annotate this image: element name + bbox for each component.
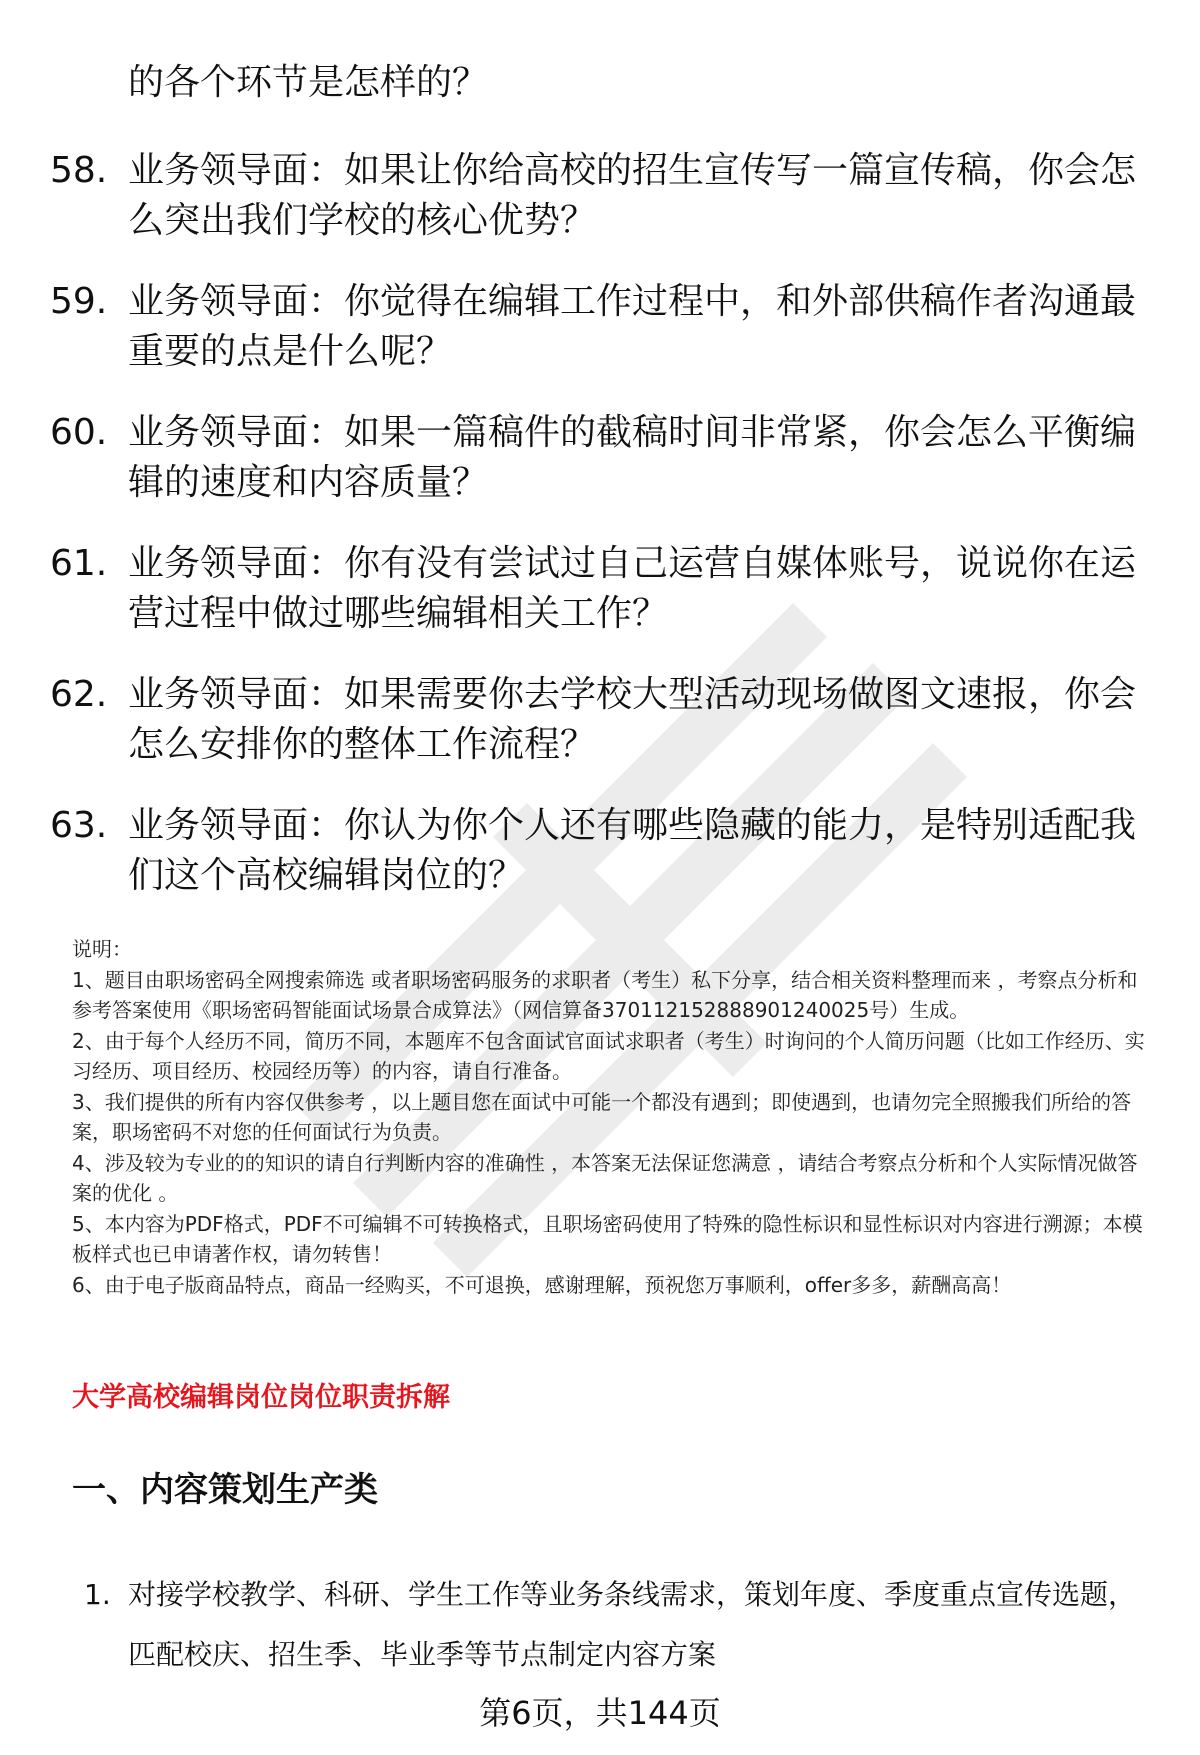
note-item: 4、涉及较为专业的的知识的请自行判断内容的准确性 ，本答案无法保证您满意 ，请结合考察点分析和个人实际情况做答案的优化 。: [72, 1150, 1138, 1205]
note-item: 5、本内容为PDF格式，PDF不可编辑不可转换格式，且职场密码使用了特殊的隐性标识和显性标识对内容进行溯源；本模板样式也已申请著作权，请勿转售！: [72, 1211, 1143, 1266]
page-footer: 第6页，共144页: [479, 1694, 721, 1732]
section-heading: 一、内容策划生产类: [72, 1470, 378, 1510]
note-item: 2、由于每个人经历不同，简历不同，本题库不包含面试官面试求职者（考生）时询问的个人简历问题（比如工作经历、实习经历、项目经历、校园经历等）的内容，请自行准备。: [72, 1028, 1145, 1083]
duty-number: 1.: [84, 1578, 111, 1611]
notes-block: [72, 934, 1152, 1300]
question-text: 业务领导面：如果让你给高校的招生宣传写一篇宣传稿，你会怎么突出我们学校的核心优势？: [128, 150, 1137, 241]
question-list: [50, 146, 1150, 932]
question-item: [50, 801, 1150, 901]
question-item: [50, 539, 1150, 639]
duty-text: 对接学校教学、科研、学生工作等业务条线需求，策划年度、季度重点宣传选题，匹配校庆、招生季、毕业季等节点制定内容方案: [128, 1578, 1137, 1671]
question-text: 业务领导面：你觉得在编辑工作过程中，和外部供稿作者沟通最重要的点是什么呢？: [128, 281, 1137, 372]
duties-title: 大学高校编辑岗位岗位职责拆解: [72, 1382, 450, 1413]
question-item: [50, 408, 1150, 508]
question-item: [50, 277, 1150, 377]
question-item: [50, 670, 1150, 770]
duty-item: [84, 1565, 1154, 1685]
question-number: 59.: [50, 281, 108, 322]
question-number: 58.: [50, 150, 108, 191]
question-number: 63.: [50, 805, 108, 846]
question-item: [50, 146, 1150, 246]
question-number: 61.: [50, 543, 108, 584]
question-text: 业务领导面：如果需要你去学校大型活动现场做图文速报，你会怎么安排你的整体工作流程？: [128, 674, 1137, 765]
note-item: 6、由于电子版商品特点，商品一经购买，不可退换，感谢理解，预祝您万事顺利，offer多多，薪酬高高！: [72, 1272, 1012, 1297]
notes-heading: 说明：: [72, 937, 132, 961]
question-text: 业务领导面：如果一篇稿件的截稿时间非常紧，你会怎么平衡编辑的速度和内容质量？: [128, 412, 1137, 503]
question-text: 业务领导面：你有没有尝试过自己运营自媒体账号，说说你在运营过程中做过哪些编辑相关工作？: [128, 543, 1137, 634]
note-item: 3、我们提供的所有内容仅供参考 ，以上题目您在面试中可能一个都没有遇到；即使遇到，也请勿完全照搬我们所给的答案，职场密码不对您的任何面试行为负责。: [72, 1089, 1132, 1144]
note-item: 1、题目由职场密码全网搜索筛选 或者职场密码服务的求职者（考生）私下分享，结合相关资料整理而来 ，考察点分析和参考答案使用《职场密码智能面试场景合成算法》（网信算备370112152888901240025号）生成。: [72, 967, 1138, 1022]
question-number: 60.: [50, 412, 108, 453]
question-continuation: 的各个环节是怎样的？: [128, 62, 489, 103]
question-text: 业务领导面：你认为你个人还有哪些隐藏的能力，是特别适配我们这个高校编辑岗位的？: [128, 805, 1137, 896]
question-number: 62.: [50, 674, 108, 715]
